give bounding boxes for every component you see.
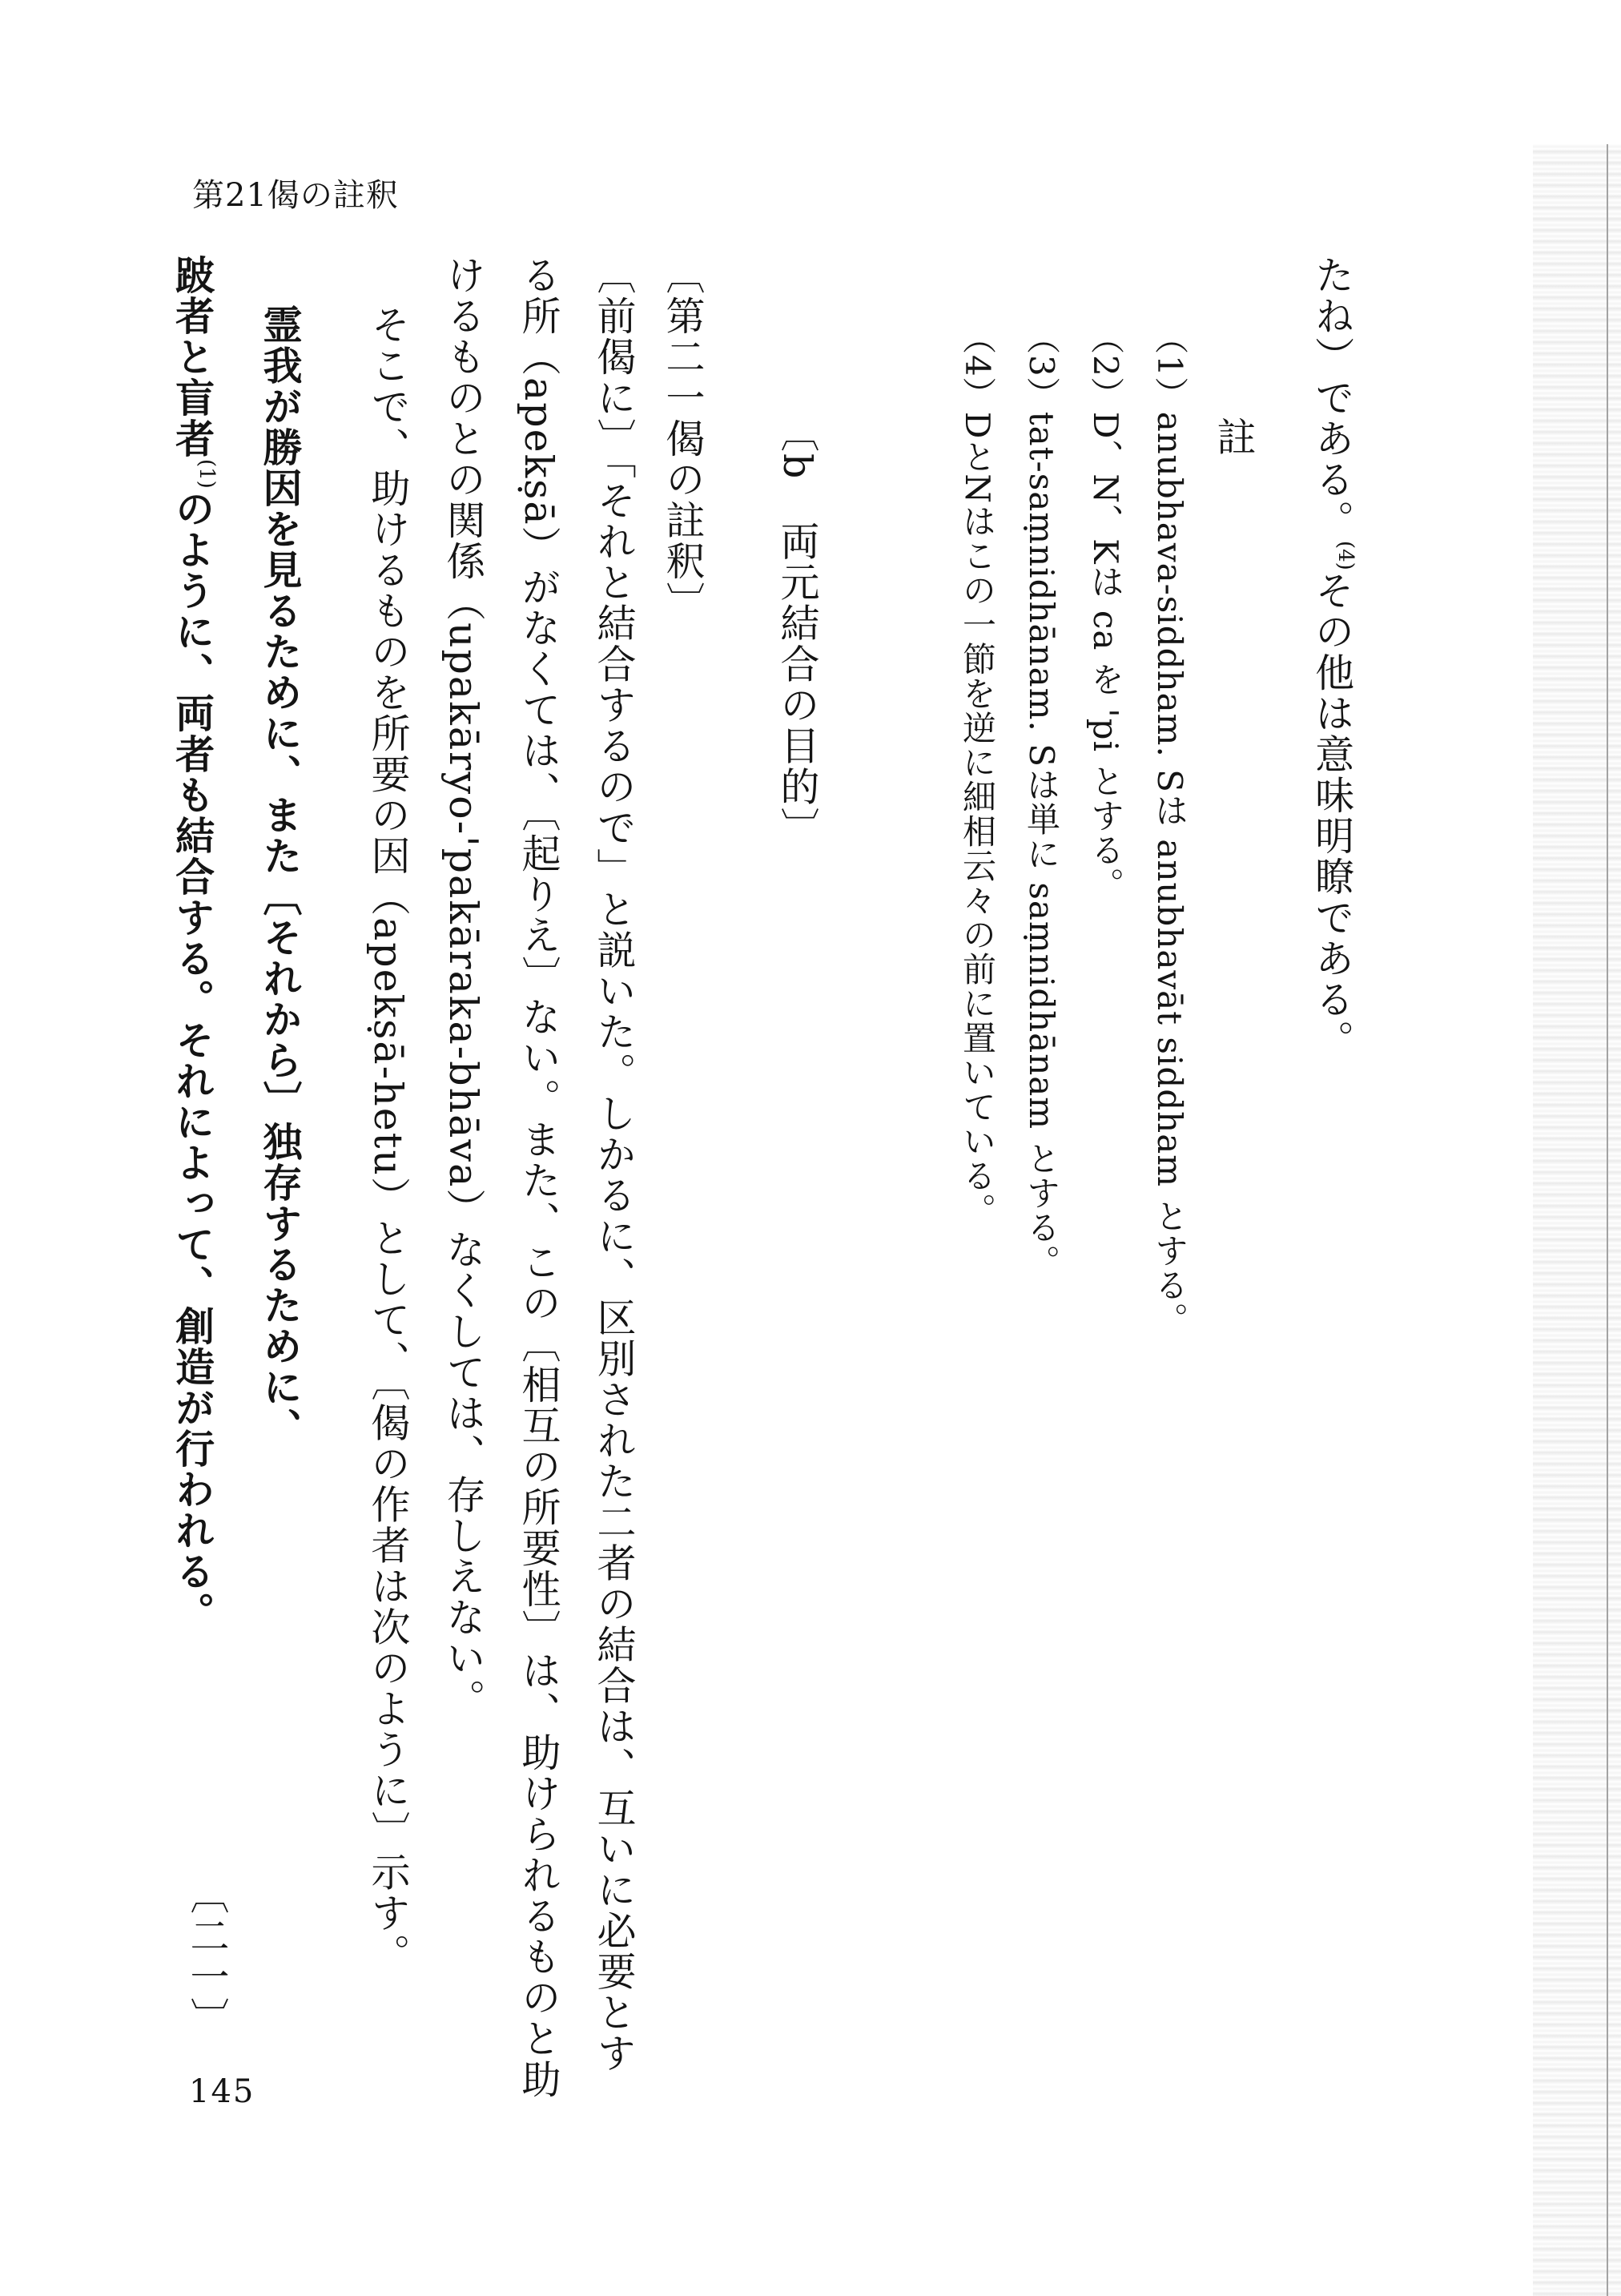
prev-text-line	[1309, 255, 1378, 1061]
verse-line-2b: のように、両者も結合する。それによって、創造が行われる。	[169, 488, 216, 1633]
verse-line-2a: 跛者と盲者	[169, 255, 216, 459]
prev-text-a: たね）である。	[1309, 255, 1355, 541]
note-item-1: （1）anubhava-siddham. Sは anubhavāt siddham とする。	[1150, 320, 1189, 1337]
notes-heading: 註	[1211, 417, 1257, 457]
commentary-line-1: 〔前偈に〕「それと結合するので」と説いた。しかるに、区別された二者の結合は、互いに必要とす	[591, 255, 637, 2074]
verse-number: 〔二一〕	[184, 1875, 230, 2038]
verse-line-1: 霊我が勝因を見るために、また〔それから〕独存するために、	[257, 304, 304, 1448]
scan-edge-artifact	[1533, 144, 1621, 2296]
commentary-heading: 〔第二一偈の註釈〕	[660, 255, 706, 622]
note-ref-4: (4)	[1333, 541, 1358, 570]
note-item-4: （4）DとNはこの一節を逆に細相云々の前に置いている。	[958, 320, 997, 1228]
running-head: 第21偈の註釈	[192, 177, 399, 214]
prev-text-b: その他は意味明瞭である。	[1309, 570, 1355, 1061]
commentary-line-2: る所（apekṣā）がなくては、〔起りえ〕ない。また、この〔相互の所要性〕は、助けられるものと助	[516, 255, 561, 2101]
note-item-3: （3）tat-saṃnidhānam. Sは単に saṃnidhānam とする。	[1022, 320, 1061, 1279]
verse-line-2	[169, 255, 239, 1633]
note-ref-1: (1)	[195, 459, 219, 489]
section-heading: 〔b 両元結合の目的〕	[774, 413, 820, 848]
note-item-2: （2）D、N、Kは ca を 'pi とする。	[1086, 320, 1125, 902]
page-number: 145	[189, 2073, 255, 2110]
commentary-line-3: けるものとの関係（upakāryo-'pakāraka-bhāva）なくしては、存しえない。	[440, 255, 486, 1720]
commentary-line-4: そこで、助けるものを所要の因（apekṣā-hetu）として、〔偈の作者は次のように〕示す。	[365, 304, 411, 1975]
